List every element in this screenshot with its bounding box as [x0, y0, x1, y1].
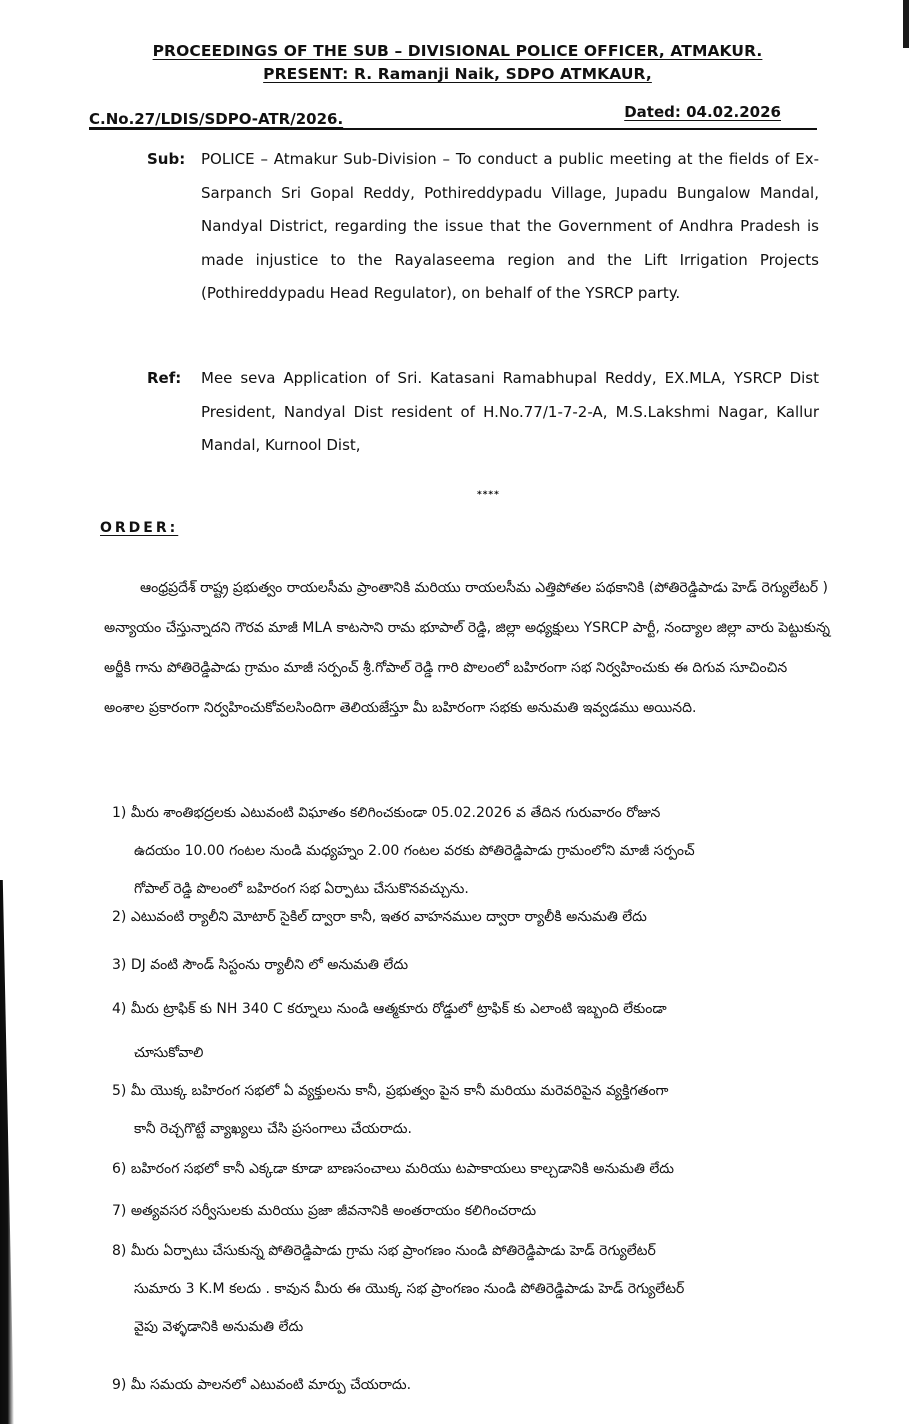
section-separator: ****	[477, 490, 500, 500]
item-text: అత్యవసర సర్వీసులకు మరియు ప్రజా జీవనానికి అంతరాయం కలిగించరాదు	[130, 1203, 537, 1219]
item-number: 4)	[112, 1001, 127, 1017]
item-text-continued: వైపు వెళ్ళడానికి అనుమతి లేదు	[134, 1319, 304, 1335]
item-text: బహిరంగ సభలో కానీ ఎక్కడా కూడా బాణసంచాలు మరియు టపాకాయలు కాల్చడానికి అనుమతి లేదు	[130, 1161, 675, 1177]
reference-line	[89, 103, 817, 130]
scan-edge-right	[903, 0, 909, 48]
order-item-1	[112, 794, 832, 908]
item-number: 9)	[112, 1377, 127, 1393]
subject-block	[147, 143, 819, 311]
reference-label: Ref:	[147, 369, 182, 387]
item-text: ఎటువంటి ర్యాలీని మోటార్ సైకిల్ ద్వారా కానీ, ఇతర వాహనముల ద్వారా ర్యాలీకి అనుమతి లేదు	[130, 909, 647, 925]
order-item-3	[112, 946, 832, 984]
item-number: 8)	[112, 1243, 127, 1259]
item-number: 2)	[112, 909, 127, 925]
item-text-continued: చూసుకోవాలి	[134, 1045, 204, 1061]
document-date: Dated: 04.02.2026	[624, 103, 781, 121]
order-item-9	[112, 1366, 832, 1404]
item-text-continued: ఉదయం 10.00 గంటల నుండి మధ్యహ్నం 2.00 గంటల వరకు పోతిరెడ్డిపాడు గ్రామంలోని మాజీ సర్పంచ్	[134, 843, 695, 859]
item-text: మీరు ఏర్పాటు చేసుకున్న పోతిరెడ్డిపాడు గ్రామ సభ ప్రాంగణం నుండి పోతిరెడ్డిపాడు హెడ్ రెగ్యులేటర్	[130, 1243, 656, 1259]
order-item-5	[112, 1072, 832, 1148]
order-paragraph: ఆంధ్రప్రదేశ్ రాష్ట్ర ప్రభుత్వం రాయలసీమ ప్రాంతానికి మరియు రాయలసీమ ఎత్తిపోతల పథకానికి (పోతిరెడ్డిపాడు హెడ్ రెగ్యులేటర్ ) అన్యాయం చేస్తున్నాదని గౌరవ మాజీ MLA కాటసాని రామ భూపాల్ రెడ్డి, జిల్లా అధ్యక్షులు YSRCP పార్టీ, నంద్యాల జిల్లా వారు పెట్టుకున్న అర్జీకి గాను పోతిరెడ్డిపాడు గ్రామం మాజీ సర్పంచ్ శ్రీ.గోపాల్ రెడ్డి గారి పొలంలో బహిరంగా సభ నిర్వహించుకు ఈ దిగువ సూచించిన అంశాల ప్రకారంగా నిర్వహించుకోవలసిందిగా తెలియజేస్తూ మీ బహిరంగా సభకు అనుమతి ఇవ్వడము అయినది.	[104, 580, 830, 716]
item-number: 7)	[112, 1203, 127, 1219]
order-item-4	[112, 990, 832, 1072]
item-text-continued: కానీ రెచ్చగొట్టే వ్యాఖ్యలు చేసి ప్రసంగాలు చేయరాదు.	[134, 1121, 412, 1137]
item-number: 6)	[112, 1161, 127, 1177]
scan-edge-left	[0, 880, 14, 1424]
item-text-continued: గోపాల్ రెడ్డి పొలంలో బహిరంగ సభ ఏర్పాటు చేసుకొనవచ్చును.	[134, 881, 469, 897]
item-text: మీరు ట్రాఫిక్ కు NH 340 C కర్నూలు నుండి ఆత్మకూరు రోడ్డులో ట్రాఫిక్ కు ఎలాంటి ఇబ్బంది లేకుండా	[130, 1001, 667, 1017]
subject-label: Sub:	[147, 150, 186, 168]
reference-text: Mee seva Application of Sri. Katasani Ramabhupal Reddy, EX.MLA, YSRCP Dist President, Nandyal Dist resident of H.No.77/1-7-2-A, M.S.Lakshmi Nagar, Kallur Mandal, Kurnool Dist,	[201, 369, 819, 454]
order-item-6	[112, 1150, 832, 1188]
document-title: PROCEEDINGS OF THE SUB – DIVISIONAL POLICE OFFICER, ATMAKUR.	[152, 42, 763, 60]
item-text: మీరు శాంతిభద్రలకు ఎటువంటి విఘాతం కలిగించకుండా 05.02.2026 వ తేదిన గురువారం రోజున	[130, 805, 661, 821]
presiding-officer: PRESENT: R. Ramanji Naik, SDPO ATMKAUR,	[263, 65, 652, 83]
order-heading: ORDER:	[100, 520, 179, 536]
item-text-continued: సుమారు 3 K.M కలదు . కావున మీరు ఈ యొక్క సభ ప్రాంగణం నుండి పోతిరెడ్డిపాడు హెడ్ రెగ్యులేటర్	[134, 1281, 685, 1297]
item-text: DJ వంటి సౌండ్ సిస్టంను ర్యాలీని లో అనుమతి లేదు	[130, 957, 409, 973]
order-item-2	[112, 898, 832, 936]
item-text: మీ యొక్క బహిరంగ సభలో ఏ వ్యక్తులను కానీ, ప్రభుత్వం పైన కానీ మరియు మరెవరిపైన వ్యక్తిగతంగా	[130, 1083, 669, 1099]
item-number: 3)	[112, 957, 127, 973]
order-item-8	[112, 1232, 832, 1346]
item-number: 1)	[112, 805, 127, 821]
item-text: మీ సమయ పాలనలో ఎటువంటి మార్పు చేయరాదు.	[130, 1377, 412, 1393]
subject-text: POLICE – Atmakur Sub-Division – To conduct a public meeting at the fields of Ex-Sarpanch Sri Gopal Reddy, Pothireddypadu Village, Jupadu Bungalow Mandal, Nandyal District, regarding the issue that the Government of Andhra Pradesh is made injustice to the Rayalaseema region and the Lift Irrigation Projects (Pothireddypadu Head Regulator), on behalf of the YSRCP party.	[201, 150, 819, 302]
item-number: 5)	[112, 1083, 127, 1099]
reference-block	[147, 362, 819, 463]
case-number: C.No.27/LDIS/SDPO-ATR/2026.	[89, 110, 344, 128]
order-item-7	[112, 1192, 832, 1230]
